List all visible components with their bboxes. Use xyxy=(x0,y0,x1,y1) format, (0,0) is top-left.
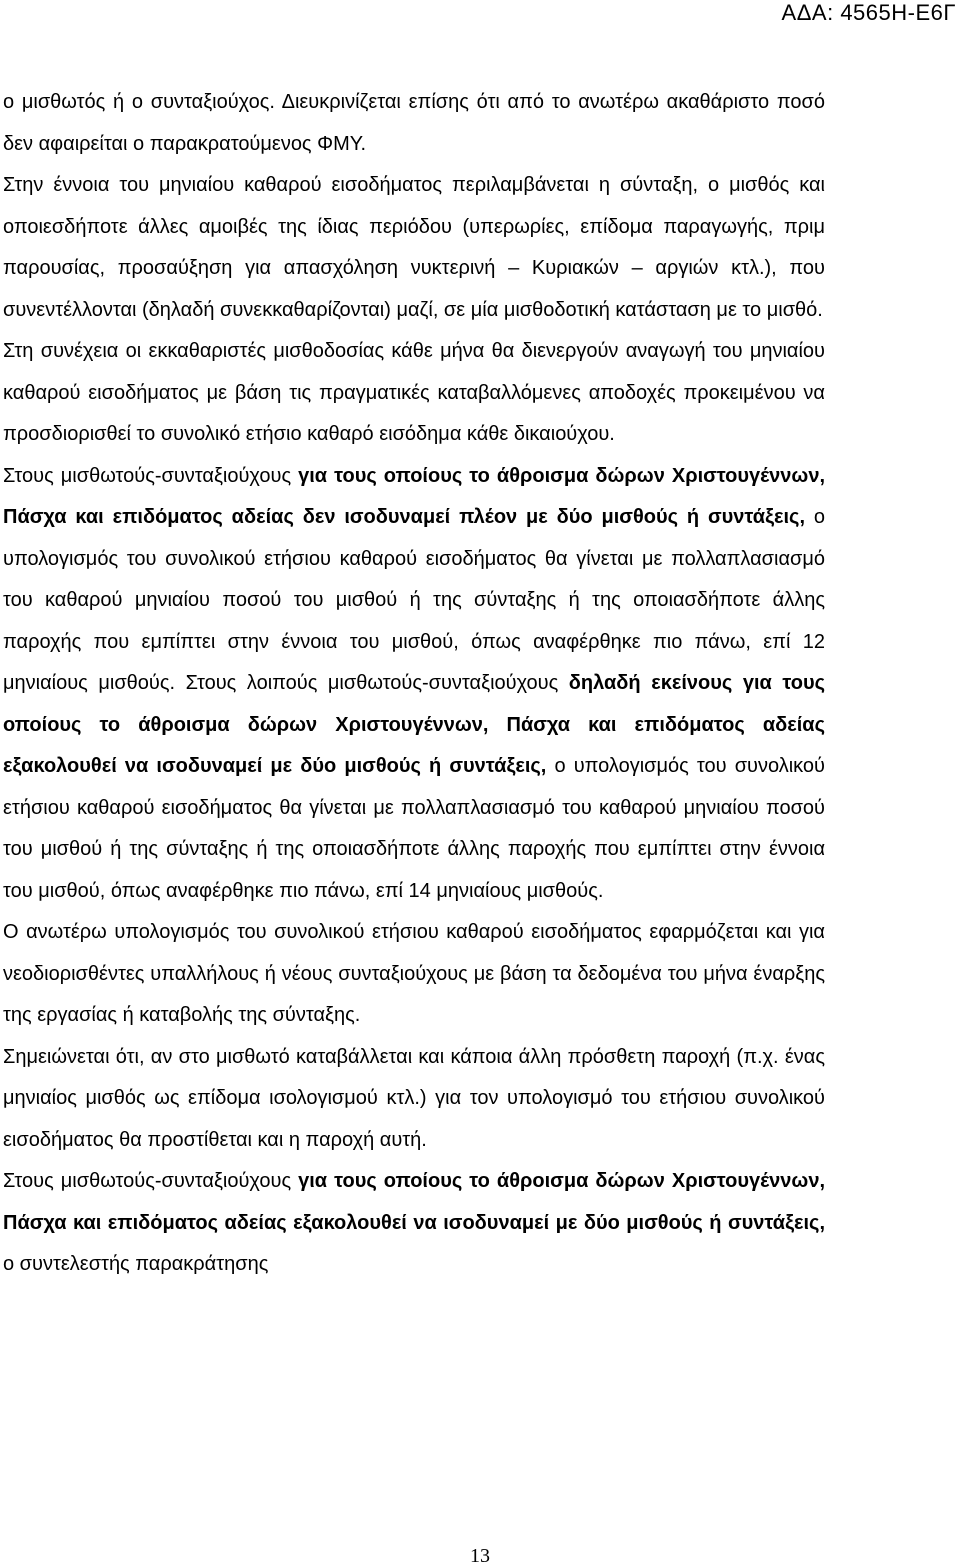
paragraph-text: Στη συνέχεια οι εκκαθαριστές μισθοδοσίας κάθε μήνα θα διενεργούν αναγωγή του μηνιαίου καθαρού εισοδήματος με βάση τις πραγματικές καταβαλλόμενες αποδοχές προκειμένου να προσδιορισθεί το συνολικό ετήσιο καθαρό εισόδημα κάθε δικαιούχου. xyxy=(3,340,825,445)
paragraph-text: ο υπολογισμός του συνολικού ετήσιου καθαρού εισοδήματος θα γίνεται με πολλαπλασιασμό του καθαρού μηνιαίου ποσού του μισθού ή της σύνταξης ή της οποιασδήποτε άλλης παροχής που εμπίπτει στην έννοια του μισθού, όπως αναφέρθηκε πιο πάνω, επί 14 μηνιαίους μισθούς. xyxy=(3,755,825,902)
bold-text: για τους οποίους το άθροισμα δώρων Χριστουγέννων, Πάσχα και επιδόματος αδείας εξακολουθεί να ισοδυναμεί με δύο μισθούς ή συντάξεις, xyxy=(3,1170,825,1234)
paragraph xyxy=(3,82,825,165)
paragraph-text: ο υπολογισμός του συνολικού ετήσιου καθαρού εισοδήματος θα γίνεται με πολλαπλασιασμό του καθαρού μηνιαίου ποσού του μισθού ή της σύνταξης ή της οποιασδήποτε άλλης παροχής που εμπίπτει στην έννοια του μισθού, όπως αναφέρθηκε πιο πάνω, επί 12 μηνιαίους μισθούς. Στους λοιπούς μισθωτούς-συνταξιούχους xyxy=(3,506,825,694)
ada-code: ΑΔΑ: 4565Η-Ε6Γ xyxy=(781,0,956,25)
paragraph-text: ο συντελεστής παρακράτησης xyxy=(3,1253,269,1275)
paragraph-text: Στην έννοια του μηνιαίου καθαρού εισοδήματος περιλαμβάνεται η σύνταξη, ο μισθός και οποιεσδήποτε άλλες αμοιβές της ίδιας περιόδου (υπερωρίες, επίδομα παραγωγής, πριμ παρουσίας, προσαύξηση για απασχόληση νυκτερινή – Κυριακών – αργιών κτλ.), που συνεντέλλονται (δηλαδή συνεκκαθαρίζονται) μαζί, σε μία μισθοδοτική κατάσταση με το μισθό. xyxy=(3,174,825,321)
page-number: 13 xyxy=(470,1545,490,1567)
paragraph-text: Στους μισθωτούς-συνταξιούχους xyxy=(3,1170,299,1192)
paragraph xyxy=(3,165,825,331)
paragraph xyxy=(3,1161,825,1286)
paragraph xyxy=(3,1037,825,1162)
paragraph-text: Σημειώνεται ότι, αν στο μισθωτό καταβάλλεται και κάποια άλλη πρόσθετη παροχή (π.χ. ένας μηνιαίος μισθός ως επίδομα ισολογισμού κτλ.) για τον υπολογισμό του ετήσιου συνολικού εισοδήματος θα προστίθεται και η παροχή αυτή. xyxy=(3,1045,825,1151)
document-body xyxy=(3,82,825,1286)
paragraph xyxy=(3,456,825,913)
paragraph xyxy=(3,912,825,1037)
paragraph-text: ο μισθωτός ή ο συνταξιούχος. Διευκρινίζεται επίσης ότι από το ανωτέρω ακαθάριστο ποσό δεν αφαιρείται ο παρακρατούμενος ΦΜΥ. xyxy=(3,91,825,155)
bold-text: δηλαδή εκείνους για τους οποίους το άθροισμα δώρων Χριστουγέννων, Πάσχα και επιδόματος αδείας εξακολουθεί να ισοδυναμεί με δύο μισθούς ή συντάξεις, xyxy=(3,672,825,777)
paragraph-text: Ο ανωτέρω υπολογισμός του συνολικού ετήσιου καθαρού εισοδήματος εφαρμόζεται και για νεοδιορισθέντες υπαλλήλους ή νέους συνταξιούχους με βάση τα δεδομένα του μήνα έναρξης της εργασίας ή καταβολής της σύνταξης. xyxy=(3,921,825,1026)
bold-text: για τους οποίους το άθροισμα δώρων Χριστουγέννων, Πάσχα και επιδόματος αδείας δεν ισοδυναμεί πλέον με δύο μισθούς ή συντάξεις, xyxy=(3,464,825,528)
paragraph xyxy=(3,331,825,456)
paragraph-text: Στους μισθωτούς-συνταξιούχους xyxy=(3,464,299,487)
